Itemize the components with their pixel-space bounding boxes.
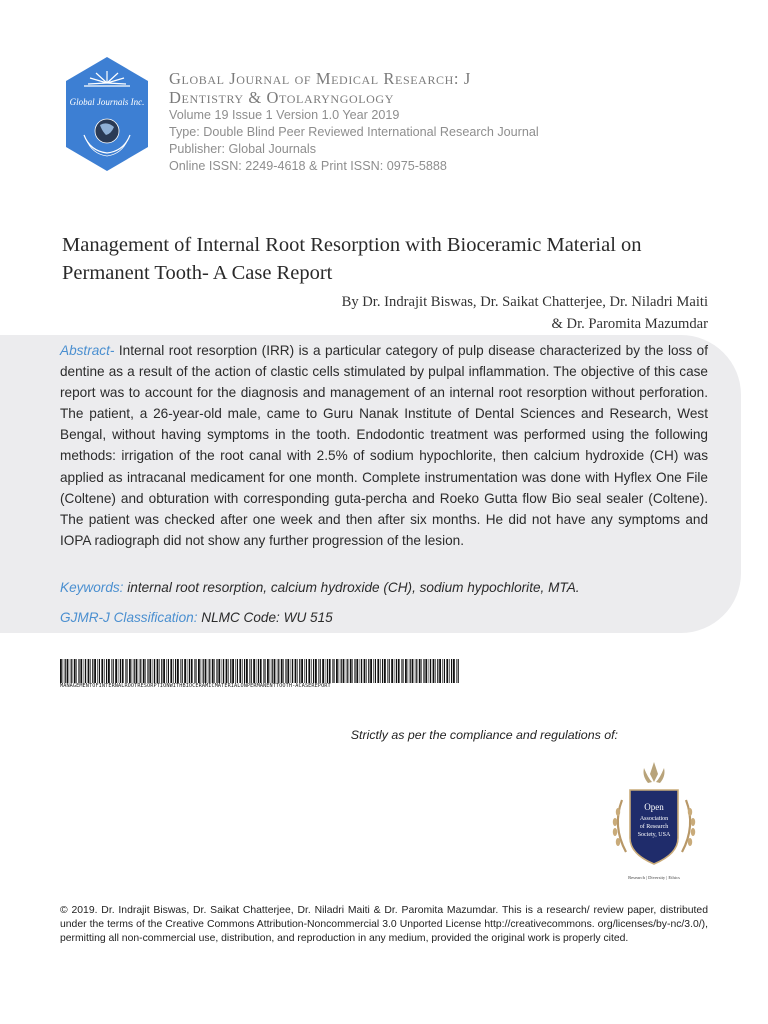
journal-issn: Online ISSN: 2249-4618 & Print ISSN: 0975-5888: [169, 159, 447, 173]
open-association-seal: [604, 760, 704, 884]
journal-volume: Volume 19 Issue 1 Version 1.0 Year 2019: [169, 108, 400, 122]
barcode-caption: MANAGEMENTOFINTERNALROOTRESORPTIONWITHBIOCERAMICMATERIALONPERMANENTTOOTH-ACASEREPORT: [60, 683, 331, 689]
seal-motto: Research | Diversity | Ethics: [628, 875, 680, 880]
seal-line-1: Open: [644, 802, 664, 812]
copyright-notice: © 2019. Dr. Indrajit Biswas, Dr. Saikat Chatterjee, Dr. Niladri Maiti & Dr. Paromita Mazumdar. This is a research/ review paper, distributed under the terms of the Creative Commons Attribution-Noncommercial 3.0 Unported License http://creativecommons. org/licenses/by-nc/3.0/), permitting all non-commercial use, distribution, and reproduction in any medium, provided the original work is properly cited.: [60, 905, 708, 945]
compliance-note: Strictly as per the compliance and regulations of:: [350, 728, 618, 742]
keywords-value: internal root resorption, calcium hydroxide (CH), sodium hypochlorite, MTA.: [127, 580, 580, 595]
keywords: [60, 580, 720, 595]
authors-line-1: By Dr. Indrajit Biswas, Dr. Saikat Chatterjee, Dr. Niladri Maiti: [341, 294, 708, 310]
classification-value: NLMC Code: WU 515: [201, 610, 333, 625]
abstract: [60, 340, 708, 551]
journal-publisher: Publisher: Global Journals: [169, 142, 317, 156]
seal-line-4: Society, USA: [637, 832, 671, 838]
journal-title: Global Journal of Medical Research: J: [169, 69, 471, 88]
classification-label: GJMR-J Classification:: [60, 610, 198, 625]
authors: [108, 291, 708, 335]
seal-line-2: Association: [639, 816, 669, 822]
journal-type: Type: Double Blind Peer Reviewed International Research Journal: [169, 125, 539, 139]
journal-subtitle: Dentistry & Otolaryngology: [169, 88, 394, 107]
paper-title: Management of Internal Root Resorption with Bioceramic Material on Permanent Tooth- A Case Report: [62, 234, 642, 284]
seal-line-3: of Research: [639, 824, 669, 830]
global-journals-logo: [62, 55, 152, 173]
abstract-label: Abstract-: [60, 343, 115, 358]
journal-header: [169, 69, 729, 175]
logo-text: Global Journals Inc.: [69, 97, 145, 107]
barcode: [60, 659, 460, 683]
authors-line-2: & Dr. Paromita Mazumdar: [551, 316, 708, 332]
keywords-label: Keywords:: [60, 580, 124, 595]
abstract-text: Internal root resorption (IRR) is a particular category of pulp disease characterized by the loss of dentine as a result of the action of clastic cells stimulated by pulpal inflammation. The objective of this case report was to account for the diagnosis and management of an internal root resorption without perforation. The patient, a 26-year-old male, came to Guru Nanak Institute of Dental Sciences and Research, West Bengal, without having symptoms in the tooth. Endodontic treatment was performed using the following methods: irrigation of the root canal with 2.5% of sodium hypochlorite, then calcium hydroxide (CH) was applied as intracanal medicament for one month. Complete instrumentation was done with Hyflex One File (Coltene) and obturation with corresponding guta-percha and Roeko Gutta flow Bio seal sealer (Coltene). The patient was checked after one week and then after six months. He did not have any symptoms and IOPA radiograph did not show any further progression of the lesion.: [60, 343, 708, 548]
classification: [60, 610, 720, 625]
